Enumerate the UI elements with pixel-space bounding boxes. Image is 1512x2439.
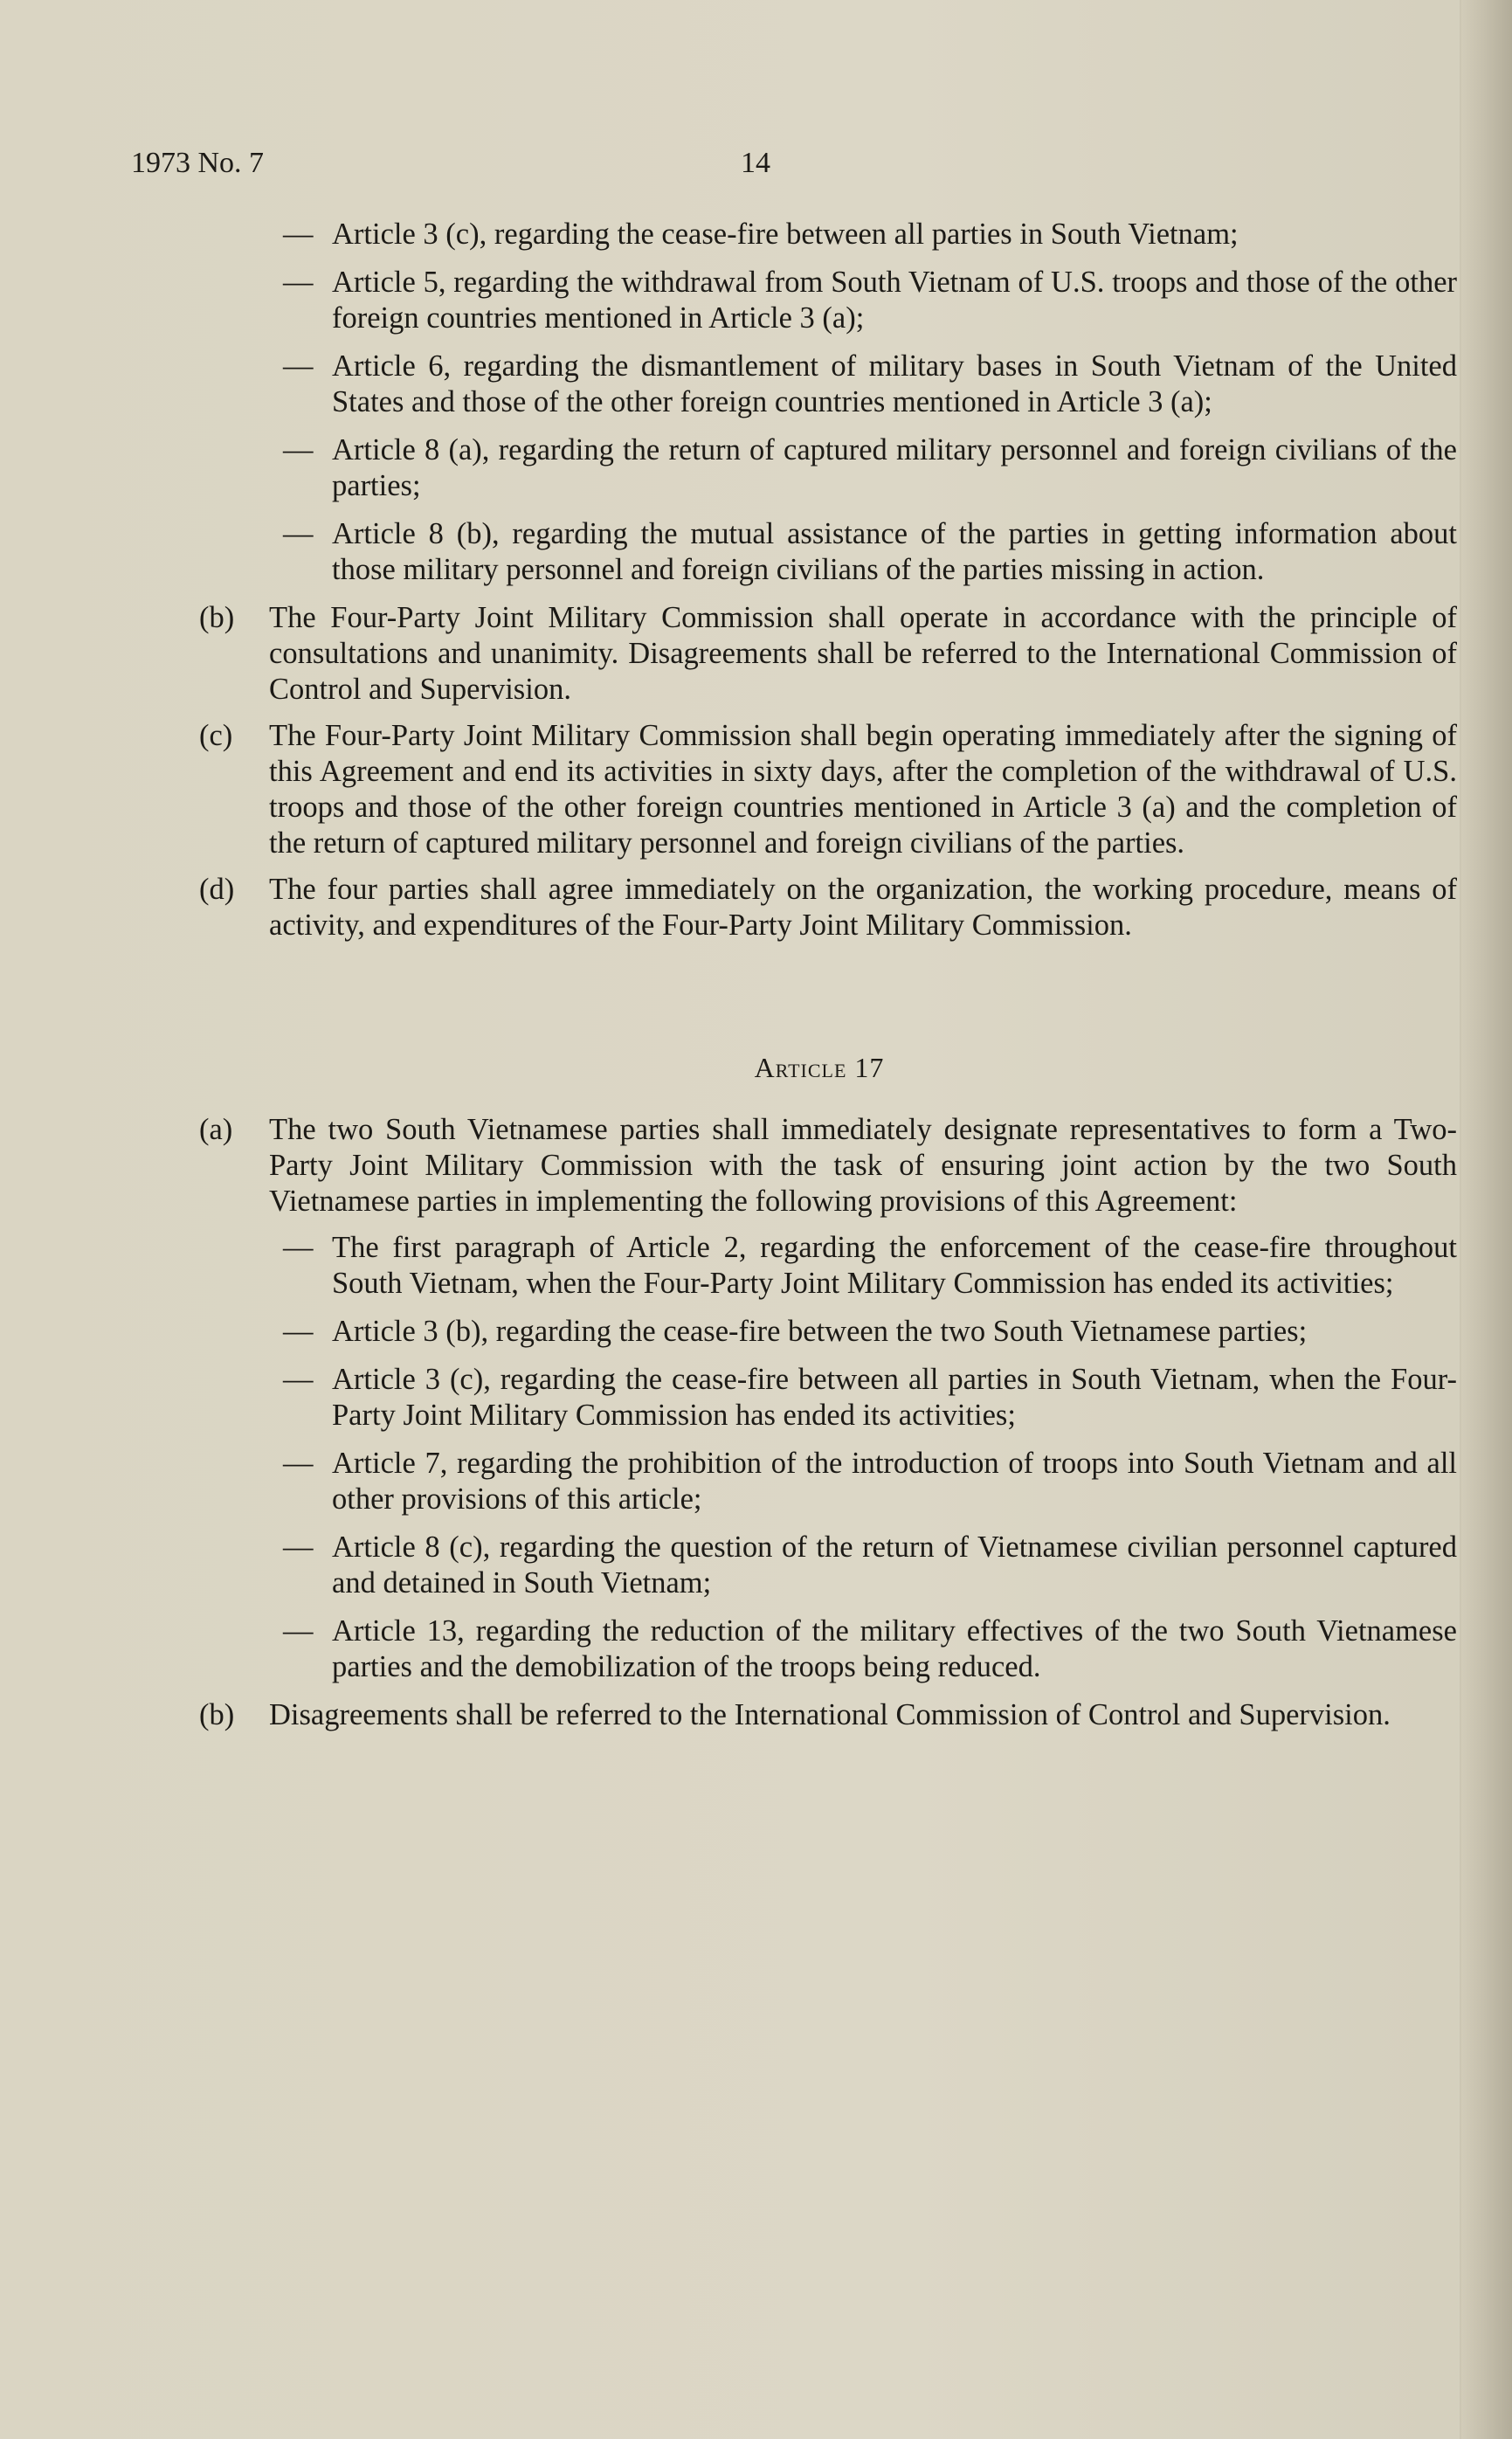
paragraph [199,1112,1457,1220]
list-item [199,1230,1457,1302]
list-item [199,516,1457,588]
list-item-text: Article 8 (c), regarding the question of the return of Vietnamese civilian personnel captured and detained in South Vietnam; [332,1530,1457,1600]
paragraph-label: (b) [199,1698,235,1731]
list-item-text: Article 3 (c), regarding the cease-fire between all parties in South Vietnam; [332,218,1239,251]
list-item [199,1446,1457,1517]
document-body [199,217,1457,1744]
list-item [199,432,1457,504]
list-item [199,1613,1457,1685]
dash-mark: — [283,517,314,550]
paragraph-text: Disagreements shall be referred to the International Commission of Control and Supervision. [269,1698,1391,1731]
dash-mark: — [283,1231,314,1264]
list-item-text: Article 6, regarding the dismantlement of military bases in South Vietnam of the United States and those of the other foreign countries mentioned in Article 3 (a); [332,349,1457,418]
list-item [199,217,1457,252]
paragraph-text: The Four-Party Joint Military Commission shall operate in accordance with the principle of consultations and unanimity. Disagreements shall be referred to the International Commission of Control and Supervision. [269,601,1457,706]
dash-mark: — [283,1315,314,1348]
paragraph [199,1697,1457,1733]
list-item-text: Article 3 (c), regarding the cease-fire between all parties in South Vietnam, when the Four-Party Joint Military Commission has ended its activities; [332,1363,1457,1432]
list-item-text: Article 8 (b), regarding the mutual assistance of the parties in getting information about those military personnel and foreign civilians of the parties missing in action. [332,517,1457,586]
dash-mark: — [283,218,314,251]
paragraph-label: (a) [199,1113,233,1146]
list-item [199,1314,1457,1350]
paragraph-label: (b) [199,601,235,634]
dash-mark: — [283,433,314,466]
paragraph-text: The two South Vietnamese parties shall immediately designate representatives to form a Two-Party Joint Military Commission with the task of ensuring joint action by the two South Vietnamese parties in implementing the following provisions of this Agreement: [269,1113,1457,1218]
dash-mark: — [283,1447,314,1480]
article-heading: Article 17 [754,1052,885,1083]
treaty-series-label: 1973 No. 7 [131,147,265,179]
paragraph [199,718,1457,861]
list-item [199,265,1457,336]
paragraph [199,600,1457,708]
page-header [131,147,1441,196]
paragraph-text: The Four-Party Joint Military Commission shall begin operating immediately after the signing of this Agreement and end its activities in sixty days, after the completion of the withdrawal of U.S. troops and those of the other foreign countries mentioned in Article 3 (a) and the completion of the return of captured military personnel and foreign civilians of the parties. [269,719,1457,860]
page-number: 14 [741,147,770,179]
dash-mark: — [283,1614,314,1648]
dash-mark: — [283,349,314,383]
list-item [199,1530,1457,1601]
list-item-text: Article 7, regarding the prohibition of the introduction of troops into South Vietnam and all other provisions of this article; [332,1447,1457,1516]
list-item-text: The first paragraph of Article 2, regarding the enforcement of the cease-fire throughout South Vietnam, when the Four-Party Joint Military Commission has ended its activities; [332,1231,1457,1300]
list-item [199,349,1457,420]
dash-mark: — [283,1363,314,1396]
paragraph-label: (c) [199,719,233,752]
paragraph [199,872,1457,943]
list-item [199,1362,1457,1434]
dash-mark: — [283,1530,314,1564]
list-item-text: Article 8 (a), regarding the return of captured military personnel and foreign civilians of the parties; [332,433,1457,502]
list-item-text: Article 5, regarding the withdrawal from South Vietnam of U.S. troops and those of the other foreign countries mentioned in Article 3 (a); [332,266,1457,335]
book-spine-shadow [1460,0,1512,2439]
list-item-text: Article 3 (b), regarding the cease-fire between the two South Vietnamese parties; [332,1315,1308,1348]
paragraph-text: The four parties shall agree immediately on the organization, the working procedure, means of activity, and expenditures of the Four-Party Joint Military Commission. [269,873,1457,942]
dash-mark: — [283,266,314,299]
paragraph-label: (d) [199,873,235,906]
list-item-text: Article 13, regarding the reduction of the military effectives of the two South Vietnamese parties and the demobilization of the troops being reduced. [332,1614,1457,1683]
